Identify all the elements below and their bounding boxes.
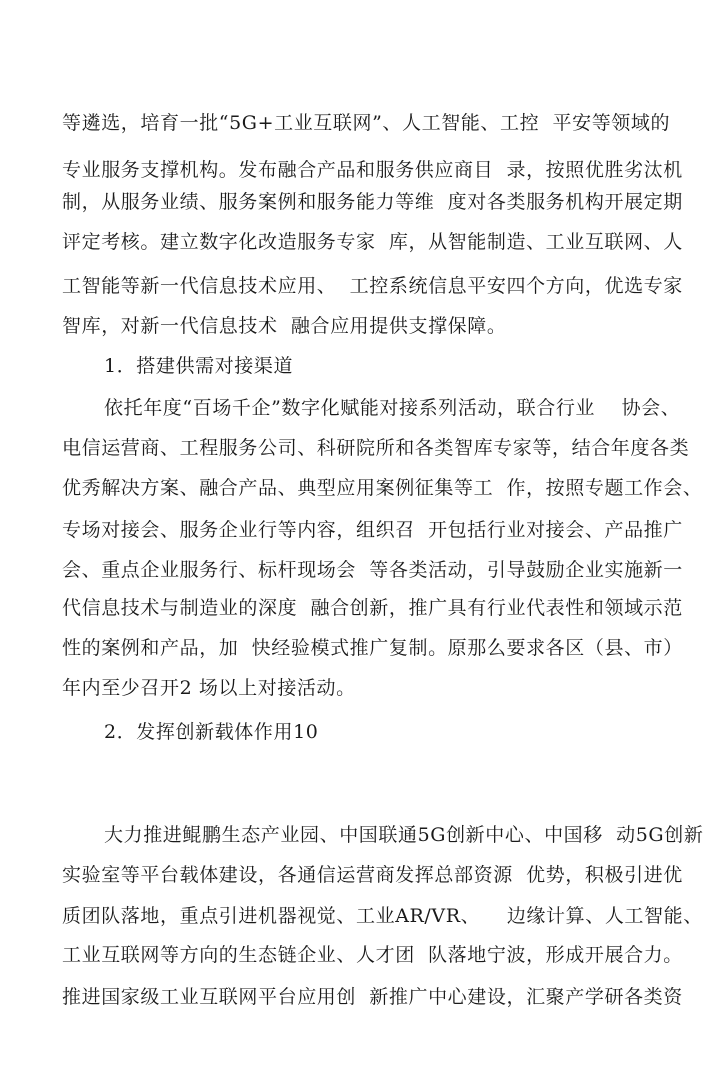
paragraph-line: 大力推进鲲鹏生态产业园、中国联通5G创新中心、中国移 动5G创新 xyxy=(104,824,704,846)
paragraph-line: 工智能等新一代信息技术应用、 工控系统信息平安四个方向，优选专家 xyxy=(62,275,683,297)
paragraph-line: 依托年度“百场千企”数字化赋能对接系列活动，联合行业 协会、 xyxy=(104,397,681,419)
paragraph-line: 工业互联网等方向的生态链企业、人才团 队落地宁波，形成开展合力。 xyxy=(62,944,683,966)
paragraph-line: 性的案例和产品，加 快经验模式推广复制。原那么要求各区（县、市） xyxy=(62,637,683,659)
paragraph-line: 年内至少召开2 场以上对接活动。 xyxy=(62,677,356,699)
paragraph-line: 实验室等平台载体建设，各通信运营商发挥总部资源 优势，积极引进优 xyxy=(62,864,683,886)
paragraph-line: 制，从服务业绩、服务案例和服务能力等维 度对各类服务机构开展定期 xyxy=(62,191,683,213)
paragraph-line: 推进国家级工业互联网平台应用创 新推广中心建设，汇聚产学研各类资 xyxy=(62,986,683,1008)
section-heading: 2．发挥创新载体作用10 xyxy=(104,721,319,743)
paragraph-line: 评定考核。建立数字化改造服务专家 库，从智能制造、工业互联网、人 xyxy=(62,231,683,253)
paragraph-line: 代信息技术与制造业的深度 融合创新，推广具有行业代表性和领域示范 xyxy=(62,597,683,619)
paragraph-line: 电信运营商、工程服务公司、科研院所和各类智库专家等，结合年度各类 xyxy=(62,437,690,459)
paragraph-line: 专场对接会、服务企业行等内容，组织召 开包括行业对接会、产品推广 xyxy=(62,519,683,541)
section-heading: 1．搭建供需对接渠道 xyxy=(104,355,294,377)
paragraph-line: 等遴选，培育一批“5G+工业互联网”、人工智能、工控 平安等领域的 xyxy=(62,112,671,134)
paragraph-line: 优秀解决方案、融合产品、典型应用案例征集等工 作，按照专题工作会、 xyxy=(62,477,703,499)
paragraph-line: 会、重点企业服务行、标杆现场会 等各类活动，引导鼓励企业实施新一 xyxy=(62,559,683,581)
paragraph-line: 质团队落地，重点引进机器视觉、工业AR/VR、 边缘计算、人工智能、 xyxy=(62,905,703,927)
paragraph-line: 专业服务支撑机构。发布融合产品和服务供应商目 录，按照优胜劣汰机 xyxy=(62,159,683,181)
paragraph-line: 智库，对新一代信息技术 融合应用提供支撑保障。 xyxy=(62,315,507,337)
